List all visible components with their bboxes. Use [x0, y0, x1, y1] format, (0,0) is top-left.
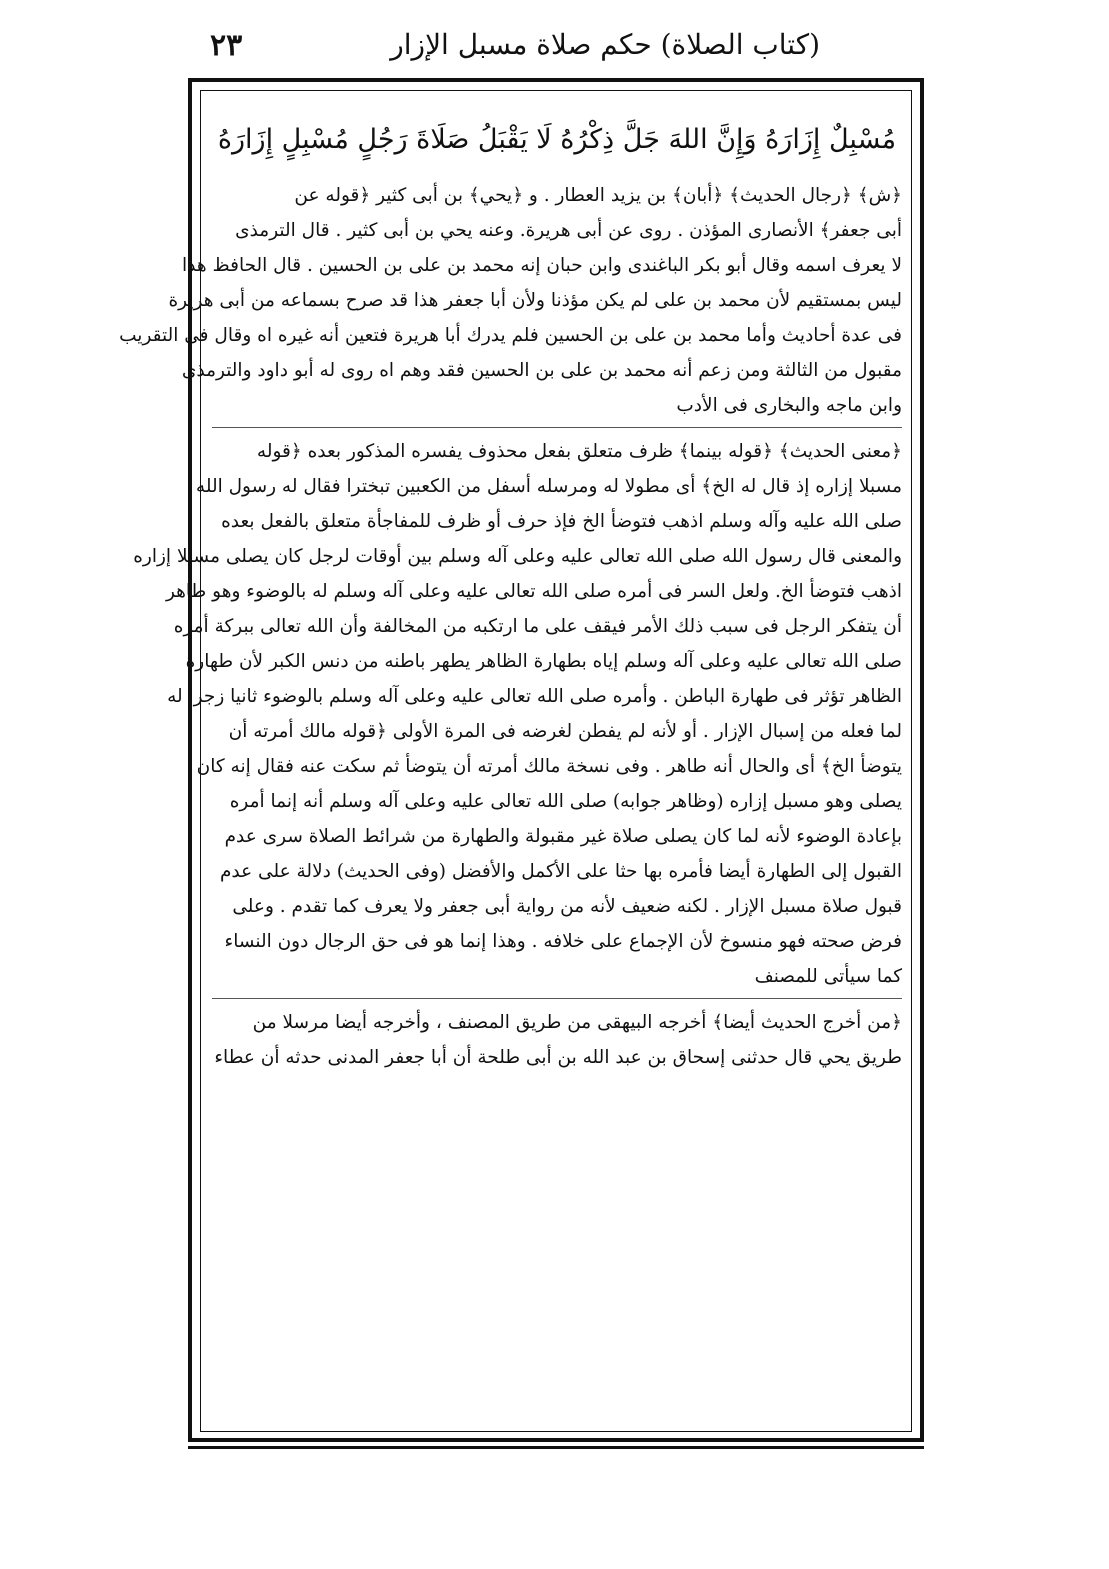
page-header: [190, 22, 930, 70]
text-line: يصلى وهو مسبل إزاره (وظاهر جوابه) صلى الله تعالى عليه وعلى آله وسلم أنه إنما أمره: [229, 791, 902, 812]
text-line: وابن ماجه والبخارى فى الأدب: [676, 395, 902, 416]
section-divider: [212, 998, 902, 999]
text-line: ﴿معنى الحديث﴾ ﴿قوله بينما﴾ ظرف متعلق بفعل محذوف يفسره المذكور بعده ﴿قوله: [256, 441, 902, 462]
text-line: فى عدة أحاديث وأما محمد بن على بن الحسين فلم يدرك أبا هريرة فتعين أنه غيره اه وقال فى التقريب: [119, 325, 902, 346]
text-line: الظاهر تؤثر فى طهارة الباطن . وأمره صلى الله تعالى عليه وعلى آله وسلم بالوضوء ثانيا زجرا له: [167, 686, 902, 707]
page-body: [119, 110, 902, 1075]
section-narrators: [119, 178, 902, 423]
section-meaning: [133, 434, 902, 994]
text-line: والمعنى قال رسول الله صلى الله تعالى عليه وعلى آله وسلم بين أوقات لرجل كان يصلى مسبلا إزاره: [133, 546, 902, 567]
text-line: فرض صحته فهو منسوخ لأن الإجماع على خلافه . وهذا إنما هو فى حق الرجال دون النساء: [224, 931, 902, 952]
text-line: ﴿من أخرج الحديث أيضا﴾ أخرجه البيهقى من طريق المصنف ، وأخرجه أيضا مرسلا من: [252, 1012, 902, 1033]
text-line: اذهب فتوضأ الخ. ولعل السر فى أمره صلى الله تعالى عليه وعلى آله وسلم له بالوضوء وهو طاهر: [165, 581, 902, 602]
text-line: طريق يحي قال حدثنى إسحاق بن عبد الله بن أبى طلحة أن أبا جعفر المدنى حدثه أن عطاء: [214, 1047, 902, 1068]
text-line: أبى جعفر﴾ الأنصارى المؤذن . روى عن أبى هريرة. وعنه يحي بن أبى كثير . قال الترمذى: [235, 220, 902, 241]
text-line: ﴿ش﴾ ﴿رجال الحديث﴾ ﴿أبان﴾ بن يزيد العطار . و ﴿يحي﴾ بن أبى كثير ﴿قوله عن: [294, 185, 902, 206]
section-divider: [212, 427, 902, 428]
text-line: ليس بمستقيم لأن محمد بن على لم يكن مؤذنا ولأن أبا جعفر هذا قد صرح بسماعه من أبى هريرة: [168, 290, 902, 311]
hadith-text: مُسْبِلٌ إِزَارَهُ وَإِنَّ اللهَ جَلَّ ذِكْرُهُ لَا يَقْبَلُ صَلَاةَ رَجُلٍ مُسْبِلٍ إِزَارَهُ: [217, 124, 897, 155]
text-line: القبول إلى الطهارة أيضا فأمره بها حثا على الأكمل والأفضل (وفى الحديث) دلالة على عدم: [219, 861, 902, 882]
text-line: صلى الله تعالى عليه وعلى آله وسلم إياه بطهارة الظاهر يطهر باطنه من دنس الكبر لأن طهارة: [185, 651, 902, 672]
text-line: يتوضأ الخ﴾ أى والحال أنه طاهر . وفى نسخة مالك أمرته أن يتوضأ ثم سكت عنه فقال إنه كان: [196, 756, 902, 777]
text-line: أن يتفكر الرجل فى سبب ذلك الأمر فيقف على ما ارتكبه من المخالفة وأن الله تعالى ببركة أمره: [173, 616, 902, 637]
text-line: صلى الله عليه وآله وسلم اذهب فتوضأ الخ فإذ حرف أو ظرف للمفاجأة متعلق بالفعل بعده: [221, 511, 902, 532]
text-line: لا يعرف اسمه وقال أبو بكر الباغندى وابن حبان إنه محمد بن على بن الحسين . قال الحافظ هذا: [182, 255, 902, 276]
text-line: لما فعله من إسبال الإزار . أو لأنه لم يفطن لغرضه فى المرة الأولى ﴿قوله مالك أمرته أن: [228, 721, 902, 742]
running-title: (كتاب الصلاة) حكم صلاة مسبل الإزار: [390, 28, 820, 61]
text-line: كما سيأتى للمصنف: [754, 966, 902, 987]
text-line: بإعادة الوضوء لأنه لما كان يصلى صلاة غير مقبولة والطهارة من شرائط الصلاة سرى عدم: [224, 826, 902, 847]
page-number: ٢٣: [210, 28, 243, 63]
bottom-rule: [188, 1446, 924, 1449]
section-takhrij: [212, 1005, 902, 1075]
text-line: مقبول من الثالثة ومن زعم أنه محمد بن على بن الحسين فقد وهم اه روى له أبو داود والترمذى: [181, 360, 902, 381]
text-line: قبول صلاة مسبل الإزار . لكنه ضعيف لأنه من رواية أبى جعفر ولا يعرف كما تقدم . وعلى: [232, 896, 902, 917]
text-line: مسبلا إزاره إذ قال له الخ﴾ أى مطولا له ومرسله أسفل من الكعبين تبخترا فقال له رسول الله: [195, 476, 902, 497]
